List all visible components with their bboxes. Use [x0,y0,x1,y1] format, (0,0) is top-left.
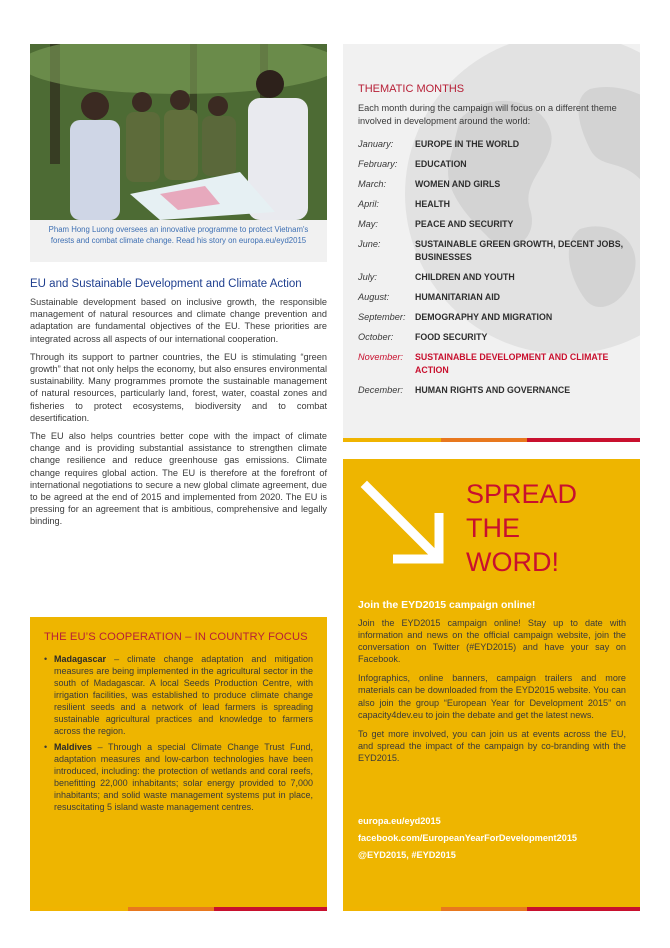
month-theme: HEALTH [415,199,451,209]
month-label: September: [358,312,406,322]
headline-line: SPREAD [466,479,578,509]
month-label: October: [358,332,394,342]
article-paragraph: Through its support to partner countries, the EU is stimulating “green growth” that not only helps the economy, but also ensures environmental sustainability. Many programmes promote the sustainable management of natural resources, particularly land, forest, water, coastal zones and fisheries to protect ecosystems, biodiversity and to combat desertification. [30,351,327,423]
accent-stripe [343,438,640,442]
country-name: Madagascar [54,654,107,664]
month-row [358,291,636,304]
month-theme: WOMEN AND GIRLS [415,179,501,189]
spread-body [358,617,626,771]
month-row [358,198,636,211]
thematic-intro: Each month during the campaign will focus on a different theme involved in development around the world: [358,103,617,126]
arrow-down-right-icon [359,479,449,569]
spread-paragraph: Join the EYD2015 campaign online! Stay up to date with information and news on the official campaign website, join the conversation on Twitter (#EYD2015) and have your say on Facebook. [358,618,626,665]
month-theme: EDUCATION [415,159,467,169]
spread-the-word-box [343,459,640,907]
cooperation-box [30,617,327,907]
month-label: January: [358,139,394,149]
month-theme: HUMANITARIAN AID [415,292,501,302]
month-theme: EUROPE IN THE WORLD [415,139,520,149]
photo-caption: Pham Hong Luong oversees an innovative programme to protect Vietnam's forests and combat climate change. Read his story on europa.eu/eyd2015 [30,220,327,262]
months-list [358,138,636,404]
accent-stripe [30,907,327,911]
article-paragraph: Sustainable development based on inclusive growth, the responsible management of natural resources and climate change prevention and adaptation are fundamental objectives of the EU. These priorities are integrated across all aspects of our international cooperation. [30,297,327,344]
month-row [358,351,636,377]
feature-photo [30,44,327,220]
month-theme: DEMOGRAPHY AND MIGRATION [415,312,553,322]
month-row [358,158,636,171]
month-label: May: [358,219,378,229]
month-row [358,178,636,191]
month-label: July: [358,272,377,282]
month-theme: SUSTAINABLE GREEN GROWTH, DECENT JOBS, BUSINESSES [415,239,624,262]
month-label: December: [358,385,403,395]
country-text: – Through a special Climate Change Trust Fund, adaptation measures and low-carbon technologies have been introduced, including: the protection of wetlands and coral reefs, benefitting 22,000 inhabitants; solar energy provided to 7,000 inhabitants; and solid waste management systems put in place, resuscitating 5 island waste management centres. [54,742,313,812]
country-text: – climate change adaptation and mitigation measures are being implemented in the agricultural sector in the south of Madagascar. A local Seeds Production Centre, with irrigation facilities, was established to produce climate change resilient seeds and a network of lead farmers is spreading sustainable agricultural practices and knowledge to farmers across the region. [54,654,313,736]
month-theme: FOOD SECURITY [415,332,488,342]
facebook-link[interactable]: facebook.com/EuropeanYearForDevelopment2015 [358,833,578,843]
headline-line: WORD! [466,547,559,577]
month-label: March: [358,179,387,189]
month-row [358,138,636,151]
spread-subtitle: Join the EYD2015 campaign online! [358,599,536,611]
month-label: June: [358,239,381,249]
cooperation-item [44,653,313,737]
month-label: April: [358,199,379,209]
campaign-links [358,816,577,867]
cooperation-list [44,653,313,813]
month-theme: CHILDREN AND YOUTH [415,272,515,282]
month-theme: SUSTAINABLE DEVELOPMENT AND CLIMATE ACTION [415,352,609,375]
month-theme: PEACE AND SECURITY [415,219,514,229]
thematic-title: THEMATIC MONTHS [358,83,465,95]
month-label: August: [358,292,390,302]
headline-line: THE [466,513,520,543]
month-row [358,384,636,397]
cooperation-title: THE EU’S COOPERATION – IN COUNTRY FOCUS [44,631,308,643]
cooperation-item [44,741,313,813]
accent-stripe [343,907,640,911]
spread-paragraph: Infographics, online banners, campaign trailers and more materials can be downloaded from the EYD2015 website. You can also join the group “European Year for Development 2015” on capacity4dev.eu to join the debate and get the latest news. [358,673,626,720]
spread-headline [466,477,577,579]
month-theme: HUMAN RIGHTS AND GOVERNANCE [415,385,571,395]
article-paragraph: The EU also helps countries better cope with the impact of climate change and is providing substantial assistance to strengthen climate change resilience and reduce greenhouse gas emissions. Climate change requires global action. The EU is therefore at the forefront of international negotiations to secure a new global climate agreement, due to be agreed at the end of 2015 and implemented from 2020. The EU is pressing for an agreement that is ambitious, comprehensive and legally binding. [30,431,327,527]
month-row [358,238,636,264]
article-title: EU and Sustainable Development and Climate Action [30,278,302,290]
twitter-hashtags[interactable]: @EYD2015, #EYD2015 [358,850,456,860]
month-row [358,218,636,231]
month-row [358,311,636,324]
forest-scene-illustration [30,44,327,220]
month-row [358,331,636,344]
month-row [358,271,636,284]
website-link[interactable]: europa.eu/eyd2015 [358,816,441,826]
spread-paragraph: To get more involved, you can join us at events across the EU, and spread the impact of the campaign by co-branding with the EYD2015. [358,728,626,763]
month-label: February: [358,159,398,169]
thematic-months-panel [343,44,640,442]
month-label: November: [358,352,403,362]
article-sustainable-development [30,278,327,534]
country-name: Maldives [54,742,93,752]
